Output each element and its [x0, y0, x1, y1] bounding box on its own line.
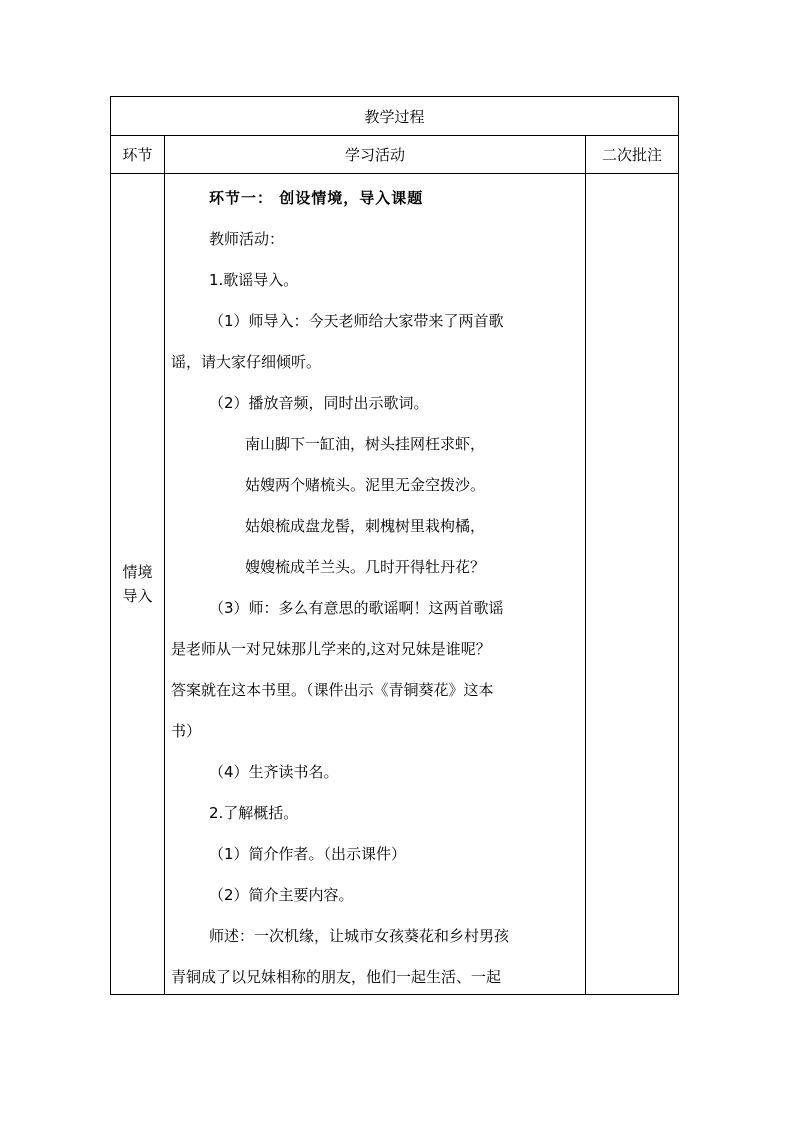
step-1-4: （4）生齐读书名。: [209, 763, 339, 781]
step-1-1-line-b: 谣，请大家仔细倾听。: [171, 353, 322, 371]
activity-content-cell: [165, 174, 586, 995]
header-notes: 二次批注: [586, 136, 679, 174]
lesson-process-table: [110, 96, 679, 995]
header-activity: 学习活动: [165, 136, 586, 174]
step-2: 2.了解概括。: [209, 804, 299, 822]
header-stage: 环节: [111, 136, 165, 174]
step-1: 1.歌谣导入。: [209, 271, 299, 289]
step-1-2: （2）播放音频，同时出示歌词。: [209, 394, 429, 412]
stage-label-line1: 情境: [122, 563, 153, 581]
step-1-1-line-a: （1）师导入：今天老师给大家带来了两首歌: [209, 312, 504, 330]
section-heading: 环节一： 创设情境，导入课题: [209, 189, 424, 207]
teacher-narration-line-a: 师述：一次机缘，让城市女孩葵花和乡村男孩: [209, 927, 510, 945]
step-1-3-line-c: 答案就在这本书里。（课件出示《青铜葵花》这本: [171, 681, 494, 699]
step-1-3-line-d: 书）: [171, 722, 202, 740]
stage-label-line2: 导入: [122, 587, 153, 605]
step-2-1: （1）简介作者。（出示课件）: [209, 845, 407, 863]
step-2-2: （2）简介主要内容。: [209, 886, 354, 904]
notes-cell: [586, 174, 679, 995]
poem-line: 姑嫂两个赌梳头。泥里无金空拨沙。: [245, 476, 486, 494]
poem-line: 姑娘梳成盘龙髻，刺槐树里栽枸橘，: [245, 517, 486, 535]
poem-line: 南山脚下一缸油，树头挂网枉求虾，: [245, 435, 486, 453]
table-title: 教学过程: [111, 97, 679, 136]
stage-label: [111, 174, 165, 995]
teacher-narration-line-b: 青铜成了以兄妹相称的朋友，他们一起生活、一起: [171, 968, 502, 986]
step-1-3-line-a: （3）师：多么有意思的歌谣啊！这两首歌谣: [209, 599, 504, 617]
step-1-3-line-b: 是老师从一对兄妹那儿学来的,这对兄妹是谁呢？: [171, 640, 491, 658]
activity-content: [171, 178, 581, 995]
teacher-activity-label: 教师活动：: [209, 230, 285, 248]
poem-line: 嫂嫂梳成羊兰头。几时开得牡丹花？: [245, 558, 486, 576]
